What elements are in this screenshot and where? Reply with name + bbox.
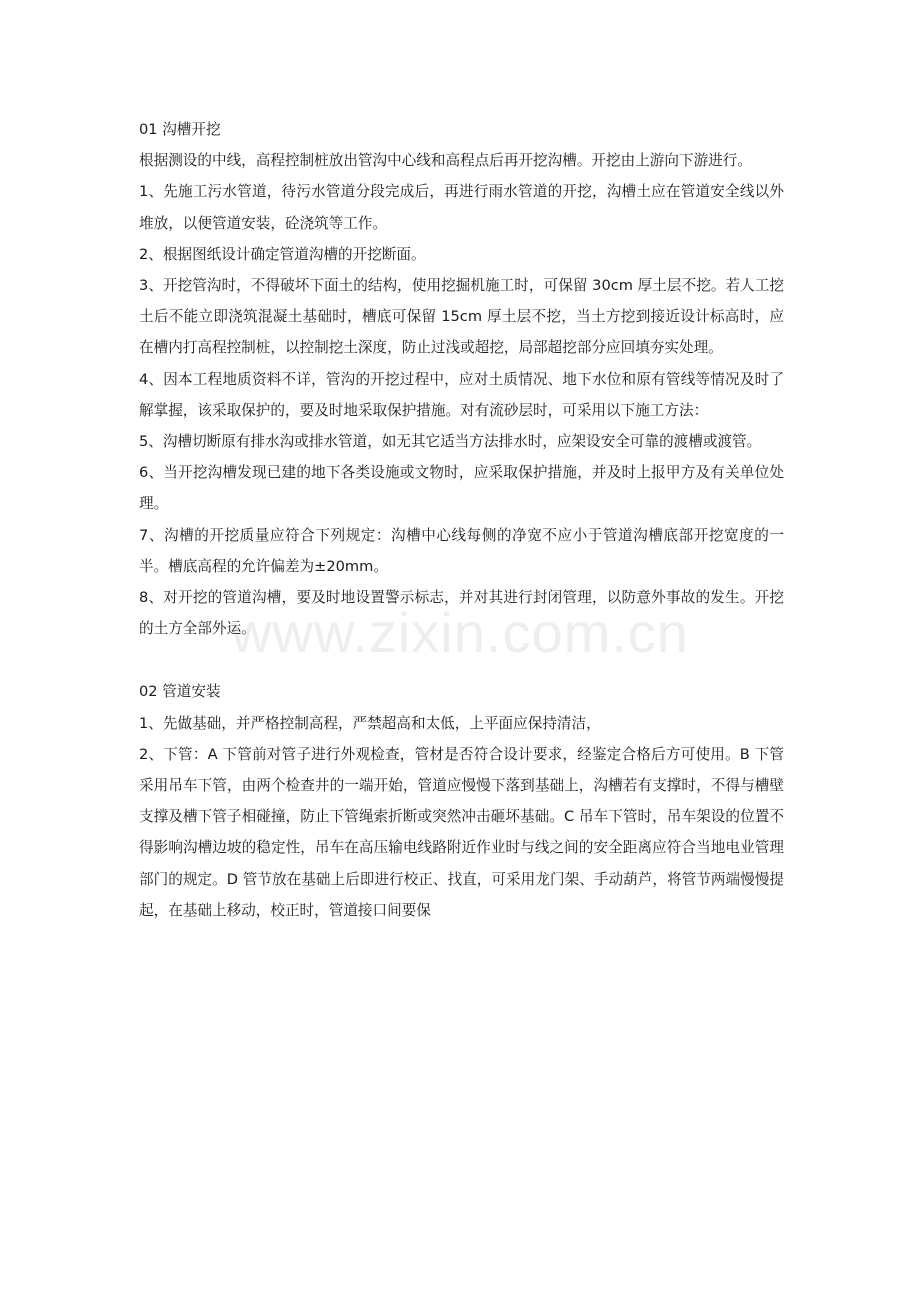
paragraph-item-3: 3、开挖管沟时，不得破坏下面土的结构，使用挖掘机施工时，可保留 30cm 厚土层不挖。若人工挖土后不能立即浇筑混凝土基础时，槽底可保留 15cm 厚土层不挖，当土方挖到接近设计标高时，应在槽内打高程控制桩，以控制挖土深度，防止过浅或超挖，局部超挖部分应回填夯实处理。 [139,277,784,357]
section-heading-pipe-installation: 02 管道安装 [139,683,221,701]
paragraph-install-1: 1、先做基础，并严格控制高程，严禁超高和太低，上平面应保持清洁， [139,714,601,732]
paragraph-item-8: 8、对开挖的管道沟槽，要及时地设置警示标志，并对其进行封闭管理，以防意外事故的发生。开挖的土方全部外运。 [139,589,784,638]
paragraph-item-4: 4、因本工程地质资料不详，管沟的开挖过程中，应对土质情况、地下水位和原有管线等情况及时了解掌握，该采取保护的，要及时地采取保护措施。对有流砂层时，可采用以下施工方法： [139,370,784,419]
paragraph-intro: 根据测设的中线，高程控制桩放出管沟中心线和高程点后再开挖沟槽。开挖由上游向下游进行。 [139,152,752,170]
paragraph-item-2: 2、根据图纸设计确定管道沟槽的开挖断面。 [139,245,426,263]
document-body [139,114,784,926]
paragraph-install-2: 2、下管：A 下管前对管子进行外观检查，管材是否符合设计要求，经鉴定合格后方可使用。B 下管采用吊车下管，由两个检查井的一端开始，管道应慢慢下落到基础上，沟槽若有支撑时，不得与槽壁支撑及槽下管子相碰撞，防止下管绳索折断或突然冲击砸坏基础。C 吊车下管时，吊车架设的位置不得影响沟槽边坡的稳定性，吊车在高压输电线路附近作业时与线之间的安全距离应符合当地电业管理部门的规定。D 管节放在基础上后即进行校正、找直，可采用龙门架、手动葫芦，将管节两端慢慢提起，在基础上移动，校正时，管道接口间要保 [139,745,784,919]
watermark: www.zixin.com.cn [231,601,689,664]
section-spacer [139,644,784,676]
paragraph-item-6: 6、当开挖沟槽发现已建的地下各类设施或文物时，应采取保护措施，并及时上报甲方及有关单位处理。 [139,464,784,513]
section-heading-trench-excavation: 01 沟槽开挖 [139,121,221,138]
paragraph-item-1: 1、先施工污水管道，待污水管道分段完成后，再进行雨水管道的开挖，沟槽土应在管道安全线以外堆放，以便管道安装，砼浇筑等工作。 [139,183,784,232]
paragraph-item-7: 7、沟槽的开挖质量应符合下列规定：沟槽中心线每侧的净宽不应小于管道沟槽底部开挖宽度的一半。槽底高程的允许偏差为±20mm。 [139,526,784,575]
paragraph-item-5: 5、沟槽切断原有排水沟或排水管道，如无其它适当方法排水时，应架设安全可靠的渡槽或渡管。 [139,433,762,451]
